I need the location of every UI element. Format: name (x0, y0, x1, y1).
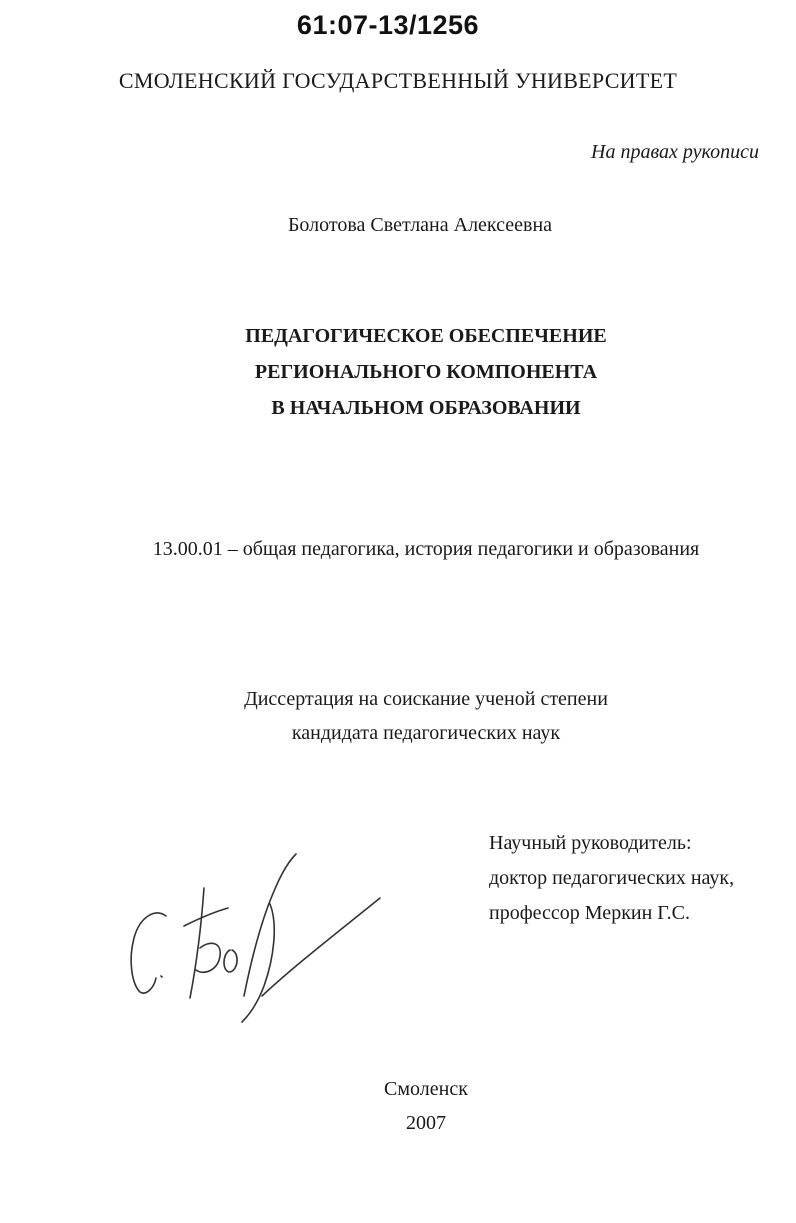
supervisor-label: Научный руководитель: (489, 832, 692, 854)
city: Смоленск (384, 1078, 468, 1100)
author-name: Болотова Светлана Алексеевна (287, 214, 553, 236)
supervisor-degree: доктор педагогических наук, (489, 867, 735, 889)
supervisor-name: профессор Меркин Г.С. (489, 902, 690, 924)
degree-statement (0, 682, 796, 750)
university-name: СМОЛЕНСКИЙ ГОСУДАРСТВЕННЫЙ УНИВЕРСИТЕТ (118, 68, 678, 93)
manuscript-note: На правах рукописи (591, 141, 759, 163)
signature-stroke (262, 898, 380, 996)
signature-stroke (242, 904, 274, 1022)
signature-stroke (244, 854, 296, 996)
degree-line: Диссертация на соискание ученой степени (244, 688, 608, 710)
catalog-number: 61:07-13/1256 (296, 10, 480, 40)
degree-line: кандидата педагогических наук (291, 722, 561, 744)
signature-stroke (190, 888, 204, 998)
signature-stroke (196, 943, 220, 972)
handwritten-signature (118, 846, 388, 1026)
title-line: РЕГИОНАЛЬНОГО КОМПОНЕНТА (254, 361, 598, 383)
dissertation-title (0, 318, 796, 426)
title-line: ПЕДАГОГИЧЕСКОЕ ОБЕСПЕЧЕНИЕ (245, 325, 607, 347)
signature-stroke (161, 976, 162, 977)
signature-stroke (184, 908, 228, 926)
specialty-code: 13.00.01 – общая педагогика, история педагогики и образования (152, 538, 700, 560)
title-line: В НАЧАЛЬНОМ ОБРАЗОВАНИИ (271, 397, 581, 419)
year: 2007 (406, 1112, 446, 1134)
signature-stroke (224, 950, 237, 972)
signature-stroke (131, 913, 166, 993)
supervisor-block (489, 826, 734, 931)
